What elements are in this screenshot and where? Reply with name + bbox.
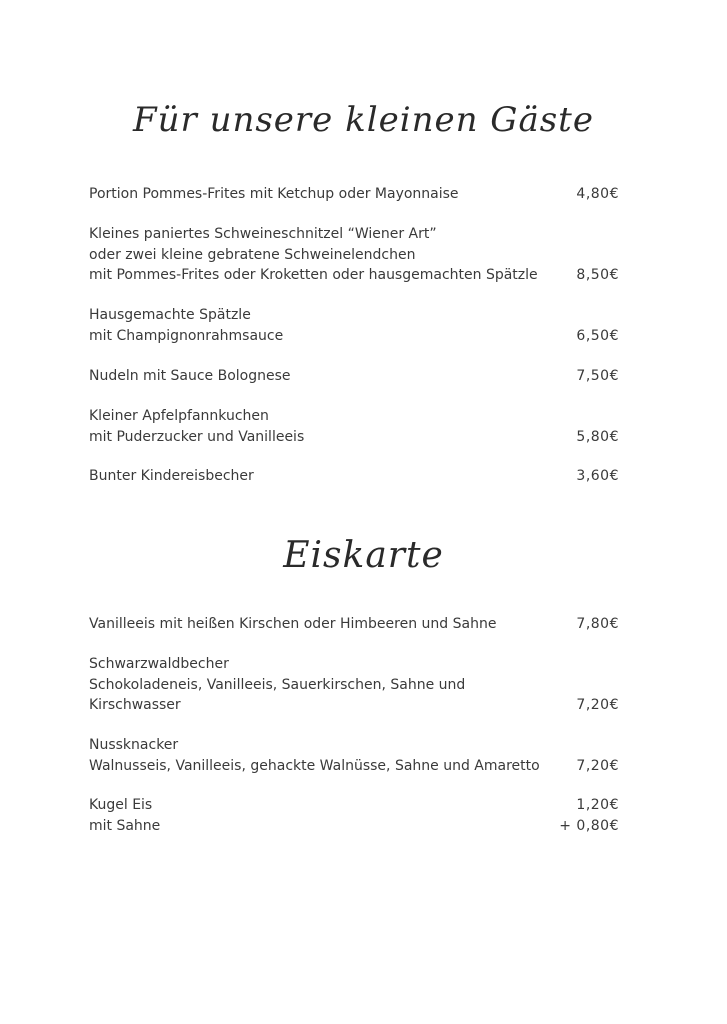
- menu-item: [89, 795, 619, 836]
- item-description: oder zwei kleine gebratene Schweinelendchen: [89, 246, 416, 263]
- item-name: Kleiner Apfelpfannkuchen: [89, 408, 269, 424]
- item-price: 4,80€: [576, 186, 619, 202]
- menu-item: [89, 184, 619, 205]
- item-description: mit Champignonrahmsauce: [89, 327, 284, 344]
- item-description: mit Puderzucker und Vanilleeis: [89, 428, 305, 445]
- item-price: 7,80€: [576, 616, 619, 632]
- heading-ice-menu: Eiskarte: [283, 535, 444, 576]
- item-price: 7,20€: [576, 757, 619, 774]
- item-description: Kirschwasser: [89, 697, 181, 713]
- item-name: Kugel Eis: [89, 797, 153, 813]
- menu-item: [89, 366, 619, 387]
- item-extra-price: + 0,80€: [559, 817, 619, 834]
- menu-item: [89, 614, 619, 635]
- item-name: Bunter Kindereisbecher: [89, 468, 254, 484]
- item-name: Vanilleeis mit heißen Kirschen oder Himbeeren und Sahne: [89, 616, 497, 632]
- item-description: mit Sahne: [89, 817, 161, 834]
- item-description: mit Pommes-Frites oder Kroketten oder hausgemachten Spätzle: [89, 267, 538, 283]
- menu-item: [89, 406, 619, 447]
- heading-kids-menu: Für unsere kleinen Gäste: [133, 100, 594, 140]
- menu-item: [89, 305, 619, 346]
- menu-item: [89, 466, 619, 487]
- menu-item: [89, 224, 619, 286]
- item-price: 8,50€: [576, 267, 619, 283]
- item-name: Portion Pommes-Frites mit Ketchup oder Mayonnaise: [89, 186, 459, 202]
- menu-item: [89, 654, 619, 716]
- item-price: 5,80€: [576, 428, 619, 445]
- item-price: 6,50€: [576, 327, 619, 344]
- item-name: Kleines paniertes Schweineschnitzel “Wiener Art”: [89, 226, 437, 242]
- item-price: 7,50€: [576, 368, 619, 384]
- item-description: Schokoladeneis, Vanilleeis, Sauerkirschen, Sahne und: [89, 676, 466, 693]
- item-name: Hausgemachte Spätzle: [89, 307, 251, 323]
- item-price: 3,60€: [576, 468, 619, 484]
- item-description: Walnusseis, Vanilleeis, gehackte Walnüsse, Sahne und Amaretto: [89, 757, 540, 774]
- item-name: Nussknacker: [89, 737, 179, 753]
- item-price: 7,20€: [576, 697, 619, 713]
- item-price: 1,20€: [576, 797, 619, 813]
- menu-item: [89, 735, 619, 776]
- item-name: Nudeln mit Sauce Bolognese: [89, 368, 291, 384]
- item-name: Schwarzwaldbecher: [89, 656, 229, 672]
